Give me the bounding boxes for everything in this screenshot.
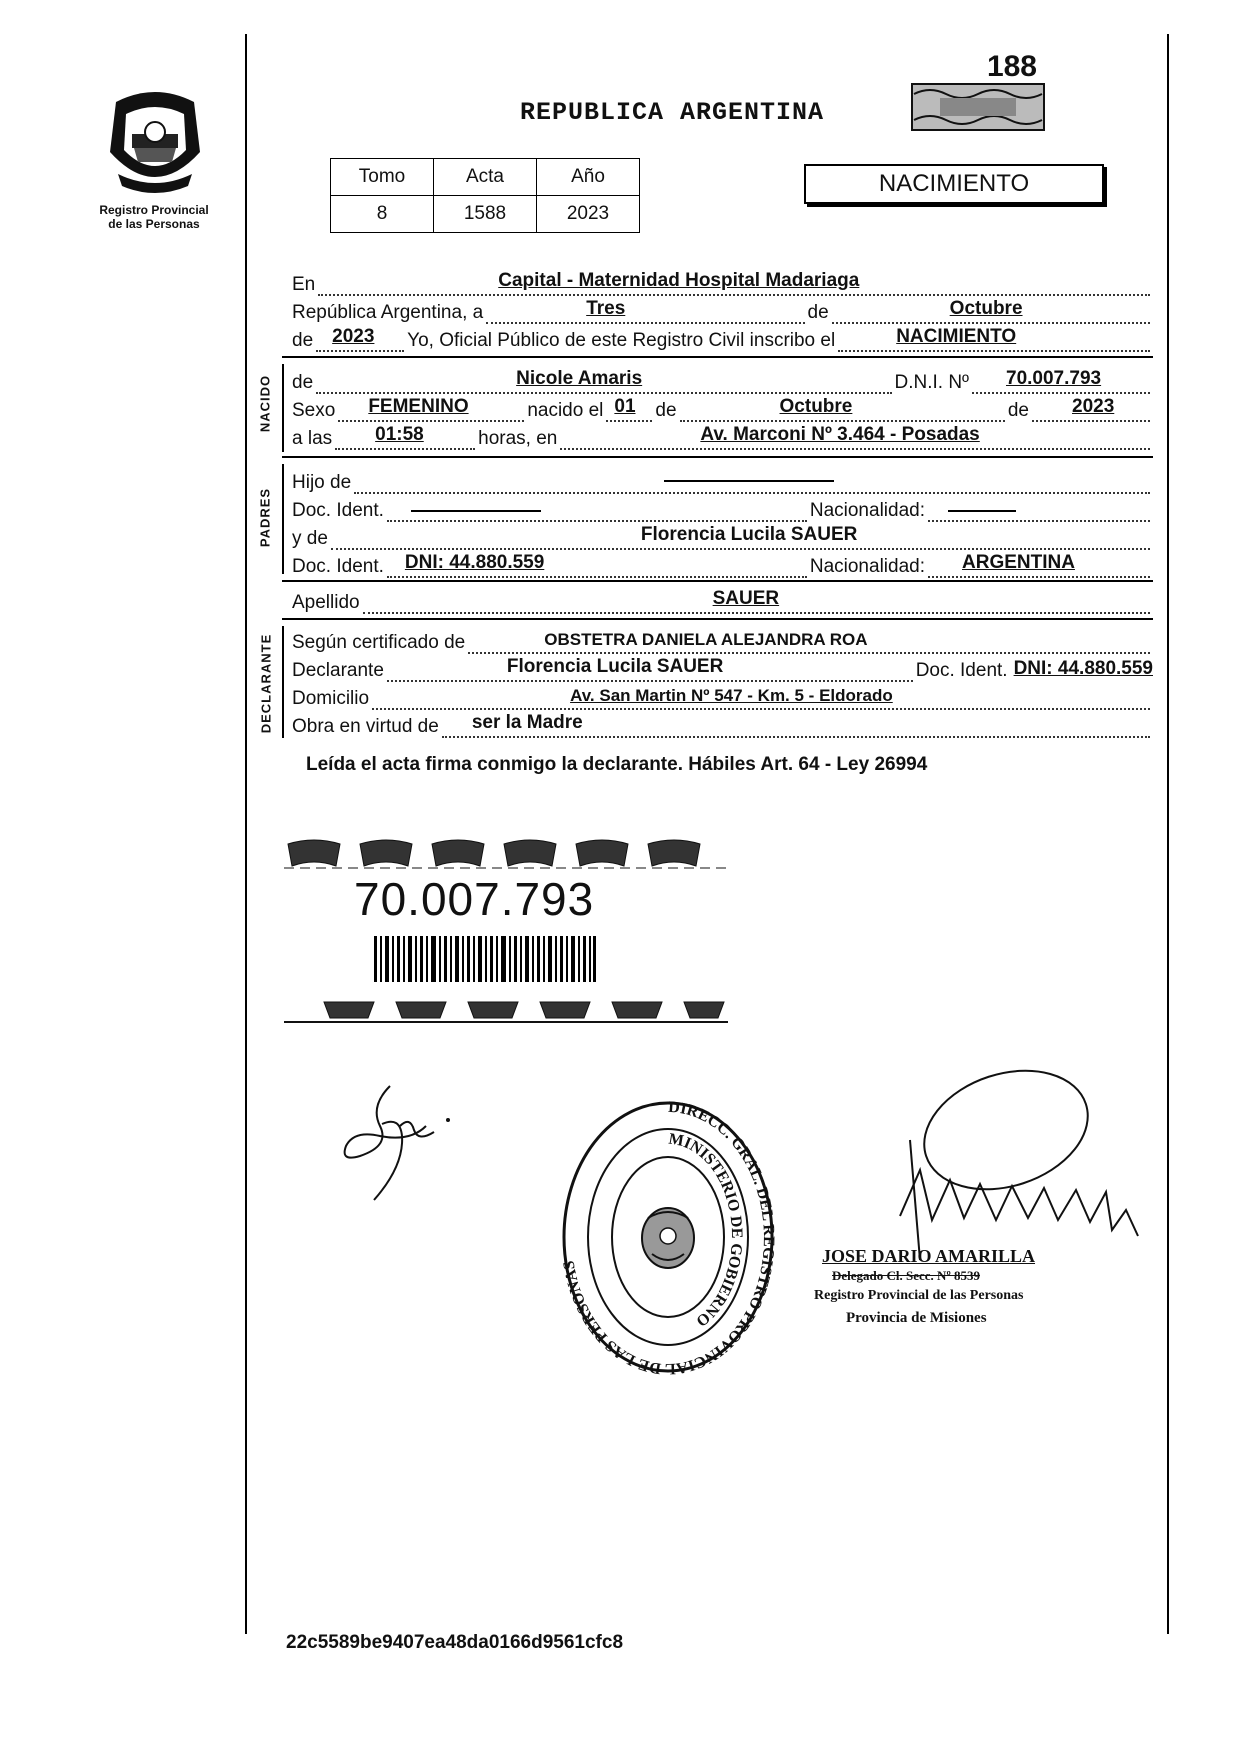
document-hash: 22c5589be9407ea48da0166d9561cfc8 (286, 1632, 624, 1653)
nacido-bar (282, 364, 284, 452)
table-header-ano: Año (537, 159, 640, 196)
label-horas: horas, en (478, 428, 558, 449)
value-mother-doc: DNI: 44.880.559 (404, 552, 545, 573)
value-birth-year: 2023 (1072, 396, 1115, 417)
province-logo (96, 82, 214, 202)
value-day: Tres (586, 298, 626, 319)
label-sexo: Sexo (292, 400, 336, 421)
official-name: JOSE DARIO AMARILLA (822, 1246, 1036, 1266)
value-mother-nat: ARGENTINA (962, 552, 1075, 573)
row-name (292, 368, 1153, 394)
table-value-tomo: 8 (331, 196, 434, 233)
value-declarante-doc: DNI: 44.880.559 (1013, 658, 1153, 679)
value-dni: 70.007.793 (1006, 368, 1102, 389)
value-inscribo: NACIMIENTO (896, 326, 1017, 347)
label-domicilio: Domicilio (292, 688, 370, 709)
table-header-acta: Acta (434, 159, 537, 196)
barcode-number: 70.007.793 (354, 873, 595, 925)
label-nacionalidad: Nacionalidad: (809, 500, 925, 521)
act-type-box: NACIMIENTO (804, 164, 1104, 204)
label-obra: Obra en virtud de (292, 716, 439, 737)
table-value-ano: 2023 (537, 196, 640, 233)
official-province: Provincia de Misiones (846, 1310, 987, 1326)
label-doc-ident3: Doc. Ident. (915, 660, 1008, 681)
label-nacido-el: nacido el (527, 400, 604, 421)
barcode-top-pattern (284, 836, 728, 870)
value-birth-place: Av. Marconi Nº 3.464 - Posadas (700, 424, 980, 445)
label-de: de (807, 302, 829, 323)
label-segun: Según certificado de (292, 632, 466, 653)
declarant-signature (330, 1076, 460, 1206)
closing-statement: Leída el acta firma conmigo la declarante. Hábiles Art. 64 - Ley 26994 (306, 754, 928, 775)
row-republica (292, 298, 1153, 324)
value-sexo: FEMENINO (368, 396, 469, 417)
value-declarante: Florencia Lucila SAUER (506, 656, 724, 677)
section-label-declarante: DECLARANTE (258, 633, 274, 734)
separator-2 (282, 456, 1153, 458)
label-hijo: Hijo de (292, 472, 352, 493)
father-doc-blank (411, 510, 541, 512)
label-yde: y de (292, 528, 328, 549)
label-doc-ident2: Doc. Ident. (292, 556, 384, 577)
left-margin-line (245, 34, 247, 1634)
label-de4: de (655, 400, 677, 421)
value-month: Octubre (949, 298, 1023, 319)
country-title: REPUBLICA ARGENTINA (520, 98, 825, 127)
row-inscribo (292, 326, 1153, 352)
official-registry: Registro Provincial de las Personas (814, 1288, 1024, 1303)
official-title: Delegado Cl. Secc. Nº 8539 (832, 1268, 980, 1283)
value-mother-name: Florencia Lucila SAUER (640, 524, 858, 545)
section-label-padres: PADRES (257, 487, 273, 548)
label-en: En (292, 274, 316, 295)
value-apellido: SAUER (712, 588, 780, 609)
right-margin-line (1167, 34, 1169, 1634)
value-year: 2023 (332, 326, 375, 347)
row-declarante (292, 656, 1153, 682)
value-birth-month: Octubre (779, 396, 853, 417)
barcode (374, 936, 596, 982)
row-en (292, 270, 1153, 296)
value-obra: ser la Madre (471, 712, 583, 733)
official-stamp (560, 1098, 776, 1376)
tomo-acta-table (330, 158, 640, 233)
table-header-tomo: Tomo (331, 159, 434, 196)
separator-4 (282, 618, 1153, 620)
stamp-inner-text: MINISTERIO DE GOBIERNO (667, 1130, 746, 1330)
label-inscribo: Yo, Oficial Público de este Registro Civil inscribo el (407, 330, 836, 351)
coat-of-arms-icon (642, 1208, 694, 1268)
page-number: 188 (986, 50, 1037, 83)
father-blank-dash (664, 480, 834, 482)
label-nacionalidad2: Nacionalidad: (809, 556, 925, 577)
row-doc-father (292, 496, 1153, 522)
stamp-ring-text: DIRECC. GRAL. DEL REGISTRO PROVINCIAL DE LAS PERSONAS (560, 1098, 776, 1376)
label-de5: de (1007, 400, 1029, 421)
separator-3 (282, 580, 1153, 582)
label-doc-ident: Doc. Ident. (292, 500, 384, 521)
row-apellido (292, 588, 1153, 614)
row-doc-mother (292, 552, 1153, 578)
security-emblem (910, 76, 1046, 138)
label-alas: a las (292, 428, 333, 449)
label-de2: de (292, 330, 314, 351)
label-dni: D.N.I. Nº (894, 372, 969, 393)
separator-1 (282, 356, 1153, 358)
row-hijo (292, 468, 1153, 494)
logo-caption-line1: Registro Provincial (99, 203, 209, 217)
padres-bar (282, 464, 284, 574)
row-obra (292, 712, 1153, 738)
value-domicilio: Av. San Martin Nº 547 - Km. 5 - Eldorado (570, 686, 893, 705)
row-mother (292, 524, 1153, 550)
label-declarante: Declarante (292, 660, 384, 681)
barcode-bottom-pattern (284, 998, 728, 1024)
section-label-nacido: NACIDO (257, 374, 273, 433)
row-sexo (292, 396, 1153, 422)
table-value-acta: 1588 (434, 196, 537, 233)
logo-caption (84, 203, 224, 231)
value-segun: OBSTETRA DANIELA ALEJANDRA ROA (544, 630, 868, 649)
value-name: Nicole Amaris (516, 368, 643, 389)
father-nat-blank (948, 510, 1016, 512)
row-domicilio (292, 684, 1153, 710)
row-segun (292, 628, 1153, 654)
logo-caption-line2: de las Personas (108, 217, 200, 231)
label-apellido: Apellido (292, 592, 360, 613)
label-de3: de (292, 372, 314, 393)
value-birth-day: 01 (614, 396, 636, 417)
row-time (292, 424, 1153, 450)
declarante-bar (282, 626, 284, 738)
value-place: Capital - Maternidad Hospital Madariaga (498, 270, 860, 291)
label-republica: República Argentina, a (292, 302, 484, 323)
official-signature (880, 1060, 1150, 1270)
value-time: 01:58 (375, 424, 424, 445)
